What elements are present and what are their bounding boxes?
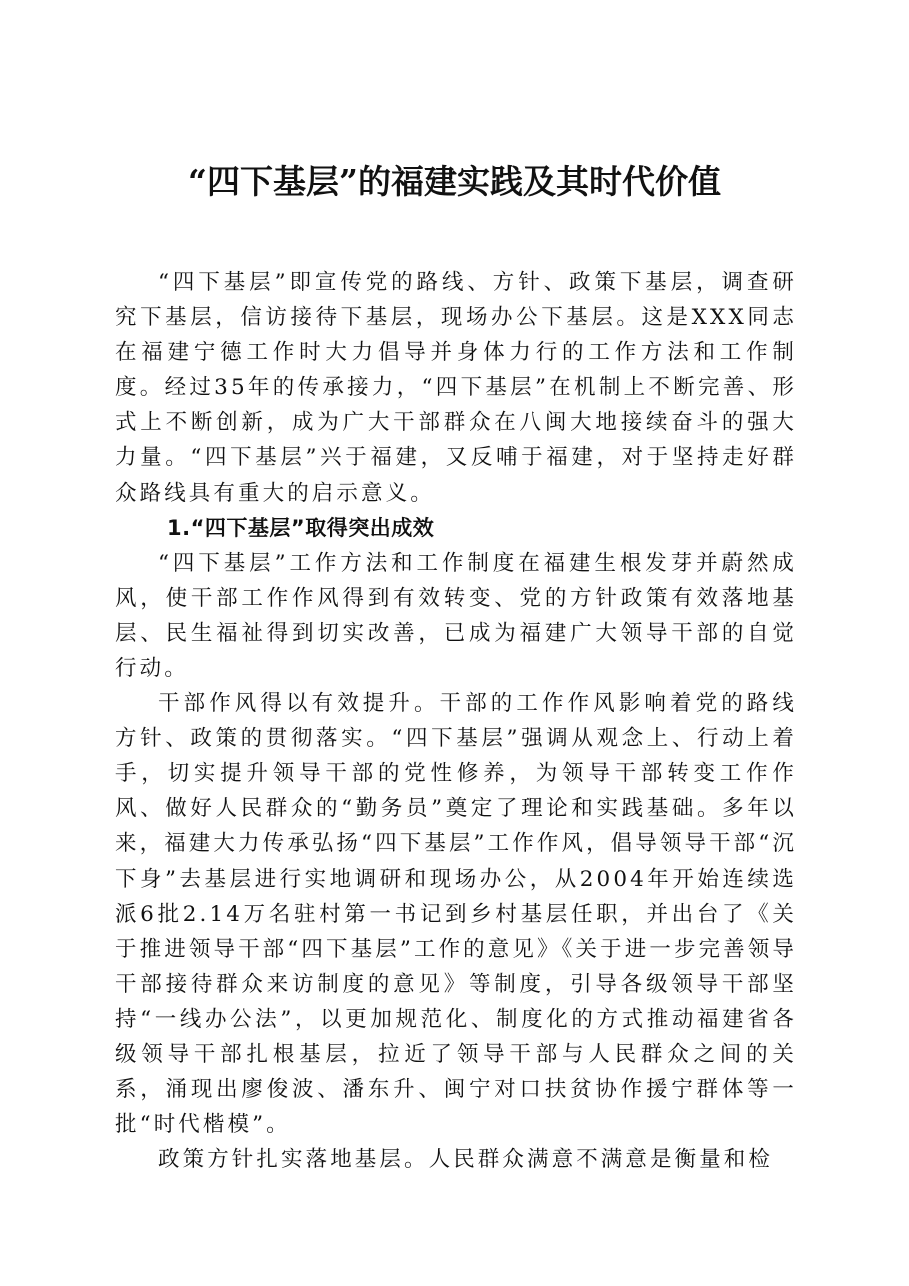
section-heading: 1.“四下基层”取得突出成效 (167, 515, 435, 540)
policy-paragraph: 政策方针扎实落地基层。人民群众满意不满意是衡量和检 (158, 1147, 774, 1173)
cadre-style-paragraph: 干部作风得以有效提升。干部的工作作风影响着党的路线方针、政策的贯彻落实。“四下基层”强调从观念上、行动上着手，切实提升领导干部的党性修养，为领导干部转变工作作风、做好人民群众的“勤务员”奠定了理论和实践基础。多年以来，福建大力传承弘扬“四下基层”工作作风，倡导领导干部“沉下身”去基层进行实地调研和现场办公，从2004年开始连续选派6批2.14万名驻村第一书记到乡村基层任职，并出台了《关于推进领导干部“四下基层”工作的意见》《关于进一步完善领导干部接待群众来访制度的意见》等制度，引导各级领导干部坚持“一线办公法”，以更加规范化、制度化的方式推动福建省各级领导干部扎根基层，拉近了领导干部与人民群众之间的关系，涌现出廖俊波、潘东升、闽宁对口扶贫协作援宁群体等一批“时代楷模”。 (115, 691, 797, 1138)
document-body (115, 265, 797, 1177)
intro-paragraph: “四下基层”即宣传党的路线、方针、政策下基层，调查研究下基层，信访接待下基层，现场办公下基层。这是XXX同志在福建宁德工作时大力倡导并身体力行的工作方法和工作制度。经过35年的传承接力，“四下基层”在机制上不断完善、形式上不断创新，成为广大干部群众在八闽大地接续奋斗的强大力量。“四下基层”兴于福建，又反哺于福建，对于坚持走好群众路线具有重大的启示意义。 (115, 270, 797, 506)
document-title: “四下基层”的福建实践及其时代价值 (188, 162, 721, 201)
section-overview-paragraph: “四下基层”工作方法和工作制度在福建生根发芽并蔚然成风，使干部工作作风得到有效转变、党的方针政策有效落地基层、民生福祉得到切实改善，已成为福建广大领导干部的自觉行动。 (115, 550, 797, 681)
